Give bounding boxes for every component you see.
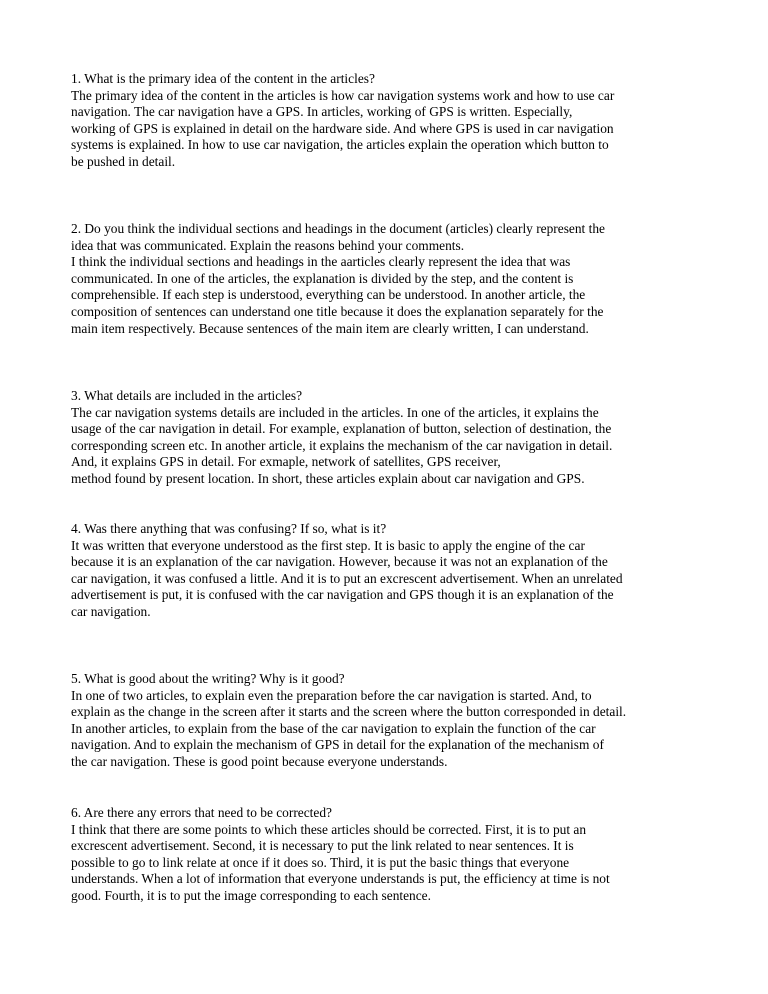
answer-1-line: systems is explained. In how to use car navigation, the articles explain the operation which button to <box>71 137 609 153</box>
section-4 <box>71 521 711 621</box>
section-1 <box>71 71 711 171</box>
answer-2-line: I think the individual sections and headings in the aarticles clearly represent the idea that was <box>71 254 571 270</box>
section-2 <box>71 221 711 337</box>
question-2-heading: 2. Do you think the individual sections and headings in the document (articles) clearly represent the <box>71 221 605 236</box>
answer-3-line: The car navigation systems details are included in the articles. In one of the articles, it explains the <box>71 404 599 420</box>
answer-5-line: In one of two articles, to explain even the preparation before the car navigation is started. And, to <box>71 687 592 703</box>
answer-4-line: car navigation. <box>71 603 151 619</box>
answer-6-line: possible to go to link relate at once if it does so. Third, it is put the basic things that everyone <box>71 854 570 870</box>
answer-1-line: The primary idea of the content in the articles is how car navigation systems work and how to use car <box>71 87 615 103</box>
answer-6-line: understands. When a lot of information that everyone understands is put, the efficiency at time is not <box>71 871 610 887</box>
answer-1-line: be pushed in detail. <box>71 153 176 169</box>
answer-2-line: main item respectively. Because sentences of the main item are clearly written, I can understand. <box>71 320 589 336</box>
section-6 <box>71 805 711 905</box>
answer-3-line: And, it explains GPS in detail. For exmaple, network of satellites, GPS receiver, <box>71 454 501 470</box>
question-6-heading: 6. Are there any errors that need to be corrected? <box>71 805 332 820</box>
section-5 <box>71 671 711 771</box>
question-2-heading-cont: idea that was communicated. Explain the reasons behind your comments. <box>71 237 465 253</box>
answer-3-line: usage of the car navigation in detail. For example, explanation of button, selection of destination, the <box>71 421 612 437</box>
answer-5-line: navigation. And to explain the mechanism of GPS in detail for the explanation of the mechanism of <box>71 737 604 753</box>
answer-1-line: navigation. The car navigation have a GPS. In articles, working of GPS is written. Especially, <box>71 104 573 120</box>
answer-5-line: In another articles, to explain from the base of the car navigation to explain the function of the car <box>71 720 596 736</box>
answer-5-line: explain as the change in the screen after it starts and the screen where the button corresponded in detail. <box>71 704 627 720</box>
answer-3-line: method found by present location. In short, these articles explain about car navigation and GPS. <box>71 470 585 486</box>
answer-6-line: excrescent advertisement. Second, it is necessary to put the link related to near sentences. It is <box>71 838 574 854</box>
answer-5-line: the car navigation. These is good point because everyone understands. <box>71 753 448 769</box>
answer-1-line: working of GPS is explained in detail on the hardware side. And where GPS is used in car navigation <box>71 120 614 136</box>
answer-6-line: I think that there are some points to which these articles should be corrected. First, it is to put an <box>71 821 587 837</box>
answer-2-line: composition of sentences can understand one title because it does the explanation separately for the <box>71 303 604 319</box>
answer-4-line: car navigation, it was confused a little. And it is to put an excrescent advertisement. When an unrelated <box>71 570 623 586</box>
answer-4-line: advertisement is put, it is confused with the car navigation and GPS though it is an explanation of the <box>71 587 614 603</box>
answer-3-line: corresponding screen etc. In another article, it explains the mechanism of the car navigation in detail. <box>71 437 613 453</box>
answer-4-line: because it is an explanation of the car navigation. However, because it was not an explanation of the <box>71 554 608 570</box>
answer-6-line: good. Fourth, it is to put the image corresponding to each sentence. <box>71 887 431 903</box>
question-5-heading: 5. What is good about the writing? Why is it good? <box>71 671 345 686</box>
answer-2-line: communicated. In one of the articles, the explanation is divided by the step, and the content is <box>71 270 574 286</box>
question-3-heading: 3. What details are included in the articles? <box>71 388 303 403</box>
section-3 <box>71 388 711 488</box>
answer-2-line: comprehensible. If each step is understood, everything can be understood. In another article, the <box>71 287 586 303</box>
question-1-heading: 1. What is the primary idea of the content in the articles? <box>71 71 375 86</box>
question-4-heading: 4. Was there anything that was confusing? If so, what is it? <box>71 521 387 536</box>
answer-4-line: It was written that everyone understood as the first step. It is basic to apply the engine of the car <box>71 537 585 553</box>
